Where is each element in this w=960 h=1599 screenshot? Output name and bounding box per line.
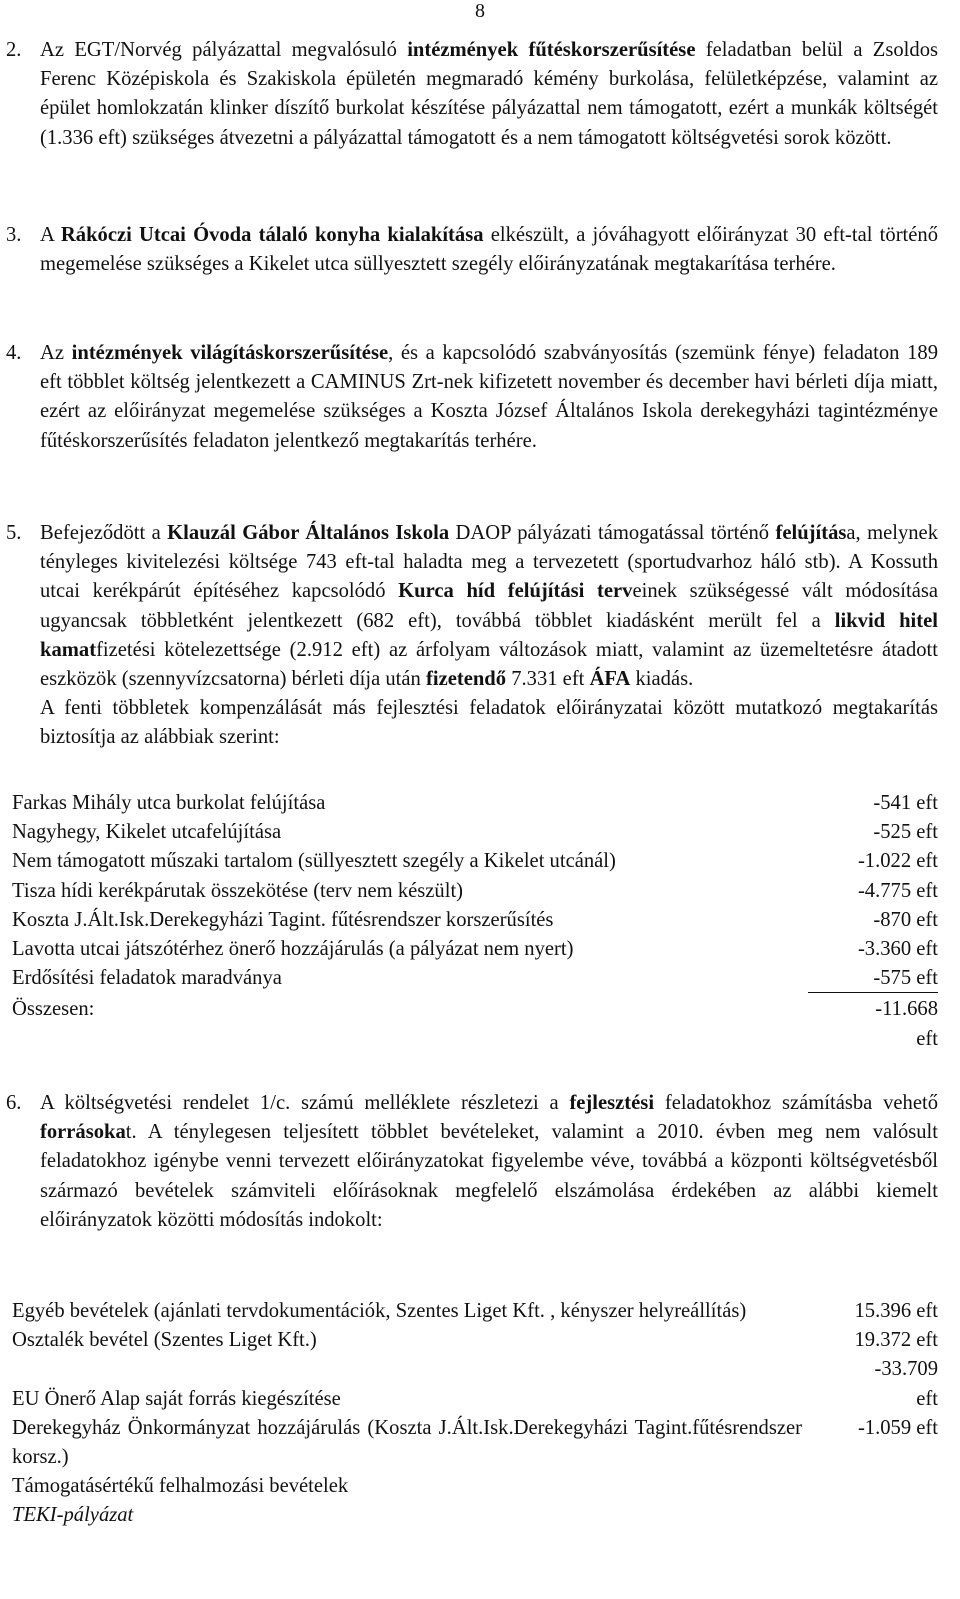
total-amount: -11.668 eft [875, 998, 938, 1050]
text-run: Az [40, 342, 72, 364]
row-amount: -525 eft [873, 821, 938, 844]
paragraph-text [40, 519, 938, 753]
row-label: TEKI-pályázat [12, 1504, 134, 1527]
row-amount: -575 eft [873, 967, 938, 990]
bold-run: Kurca híd felújítási terv [398, 580, 633, 603]
text-run: elkészült, a jóváhagyott előirányzat 30 eft-tal történő megemelése szükséges a Kikelet utca süllyesztett szegély előirányzatának megtakarítása terhére. [40, 224, 939, 276]
bold-run: likvid hitel kamat [40, 609, 938, 661]
table-row [12, 964, 938, 993]
table-row [12, 935, 938, 964]
text-run: t. A ténylegesen teljesített többlet bevételeket, valamint a 2010. évben meg nem valósult feladatokhoz igénybe venni tervezett előirányzatokat figyelembe véve, továbbá a központi költségvetésből származó bevételek számviteli előírásoknak megfelelő elszámolása érdekében az alábbi kiemelt előirányzatok közötti módosítás indokolt: [40, 1121, 938, 1231]
row-amount: -1.059 eft [857, 1416, 938, 1439]
text-run: fizetési kötelezettsége (2.912 eft) az árfolyam változások miatt, valamint az üzemeltetésre átadott eszközök (szennyvízcsatorna) bérleti díja után [40, 638, 938, 691]
paragraph-number: 6. [6, 1092, 22, 1114]
paragraph-number: 5. [6, 522, 22, 544]
sum-line [808, 992, 938, 993]
paragraph-text [40, 221, 938, 279]
text-run: einek szükségessé vált módosítása ugyancsak többletként jelentkezett (682 eft), továbbá többlet kiadásként merült fel a [40, 580, 938, 632]
paragraph-text [40, 1089, 938, 1235]
row-label: Egyéb bevételek (ajánlati tervdokumentációk, Szentes Liget Kft. , kényszer helyreállítás) [12, 1300, 747, 1322]
text-run: 7.331 eft [506, 668, 590, 691]
bold-run: forrásoka [40, 1121, 126, 1144]
row-amount: 19.372 eft [854, 1329, 938, 1352]
text-run: DAOP pályázati támogatással történő [449, 522, 776, 544]
bold-run: intézmények világításkorszerűsítése [71, 342, 389, 364]
table-row [12, 906, 938, 935]
paragraph-text [40, 339, 938, 456]
table-row [12, 1355, 938, 1384]
row-amount: -3.360 eft [857, 937, 938, 960]
paragraph-4 [6, 339, 938, 456]
text-run: A költségvetési rendelet 1/c. számú melléklete részletezi a [40, 1092, 570, 1114]
text-run: Az EGT/Norvég pályázattal megvalósuló [40, 39, 408, 61]
table-row [12, 1414, 938, 1472]
row-amount: 15.396 eft [854, 1300, 938, 1322]
text-run: a, melynek tényleges kivitelezési költsége 743 eft-tal haladta meg a tervezetett (sportudvarhoz háló stb). A Kossuth utcai kerékpárút építéséhez kapcsolódó [40, 522, 938, 603]
table-row [12, 1297, 938, 1326]
row-label: Lavotta utcai játszótérhez önerő hozzájárulás (a pályázat nem nyert) [12, 937, 574, 960]
bold-run: intézmények fűtéskorszerűsítése [407, 39, 696, 61]
table-row [12, 847, 938, 876]
table-row [12, 818, 938, 847]
row-label: Nem támogatott műszaki tartalom (süllyesztett szegély a Kikelet utcánál) [12, 850, 616, 873]
row-label: Támogatásértékű felhalmozási bevételek [12, 1475, 349, 1498]
table-row [12, 877, 938, 906]
text-run: A [40, 224, 61, 246]
paragraph-6 [6, 1089, 938, 1235]
page-number: 8 [475, 0, 485, 22]
table-row [12, 789, 938, 818]
row-amount: -33.709 [874, 1358, 938, 1381]
paragraph-number: 2. [6, 39, 22, 61]
text-run: Befejeződött a [40, 522, 168, 544]
text-run: feladatokhoz számításba vehető [654, 1092, 938, 1114]
paragraph-number: 4. [6, 342, 22, 364]
table-row [12, 1326, 938, 1355]
text-run: kiadás. [630, 668, 694, 691]
row-label: Koszta J.Ált.Isk.Derekegyházi Tagint. fűtésrendszer korszerűsítés [12, 908, 554, 931]
text-run: feladatban belül a Zsoldos Ferenc Középiskola és Szakiskola épületén megmaradó kémény burkolása, felületképzése, valamint az épület homlokzatán klinker díszítő burkolat készítése pályázattal nem támogatott, ezért a munkák költségét (1.336 eft) szükséges átvezetni a pályázattal támogatott és a nem támogatott költségvetési sorok között. [40, 39, 939, 149]
table-row [12, 1385, 938, 1414]
row-label: Osztalék bevétel (Szentes Liget Kft.) [12, 1329, 317, 1352]
revenue-table [12, 1297, 938, 1531]
row-amount: -4.775 eft [857, 879, 938, 902]
bold-run: felújítás [775, 522, 847, 544]
bold-run: ÁFA [589, 668, 631, 691]
row-label: Nagyhegy, Kikelet utcafelújítása [12, 821, 282, 844]
total-label: Összesen: [12, 998, 95, 1021]
row-label: EU Önerő Alap saját forrás kiegészítése [12, 1387, 341, 1410]
paragraph-5 [6, 519, 938, 753]
total-row [12, 995, 938, 1050]
paragraph-number: 3. [6, 224, 22, 246]
row-label: Derekegyház Önkormányzat hozzájárulás (Koszta J.Ált.Isk.Derekegyházi Tagint.fűtésrendszer korsz.) [12, 1416, 802, 1469]
savings-table [12, 789, 938, 1050]
bold-run: fizetendő [425, 668, 507, 691]
bold-run: Rákóczi Utcai Óvoda tálaló konyha kialakítása [60, 224, 484, 246]
row-label: Erdősítési feladatok maradványa [12, 967, 282, 990]
text-run: , és a kapcsolódó szabványosítás (szemünk fénye) feladaton 189 eft többlet költség jelentkezett a CAMINUS Zrt-nek kifizetett november és december havi bérleti díja miatt, ezért az előirányzat megemelése szükséges a Koszta József Általános Iskola derekegyházi tagintézménye fűtéskorszerűsítés feladaton jelentkező megtakarítás terhére. [40, 342, 938, 452]
paragraph-text [40, 36, 938, 153]
paragraph-2 [6, 36, 938, 153]
row-amount: -1.022 eft [857, 850, 938, 873]
paragraph-3 [6, 221, 938, 279]
row-amount-unit: eft [916, 1387, 938, 1410]
continuation-text: A fenti többletek kompenzálását más fejlesztési feladatok előirányzatai között mutatkozó megtakarítás biztosítja az alábbiak szerint: [40, 697, 938, 749]
row-label: Tisza hídi kerékpárutak összekötése (terv nem készült) [12, 879, 464, 902]
row-amount: -870 eft [873, 908, 938, 931]
row-amount: -541 eft [873, 792, 938, 814]
row-label: Farkas Mihály utca burkolat felújítása [12, 792, 326, 814]
bold-run: fejlesztési [569, 1092, 655, 1114]
bold-run: Klauzál Gábor Általános Iskola [167, 522, 450, 544]
table-row [12, 1501, 938, 1530]
table-row [12, 1472, 938, 1501]
